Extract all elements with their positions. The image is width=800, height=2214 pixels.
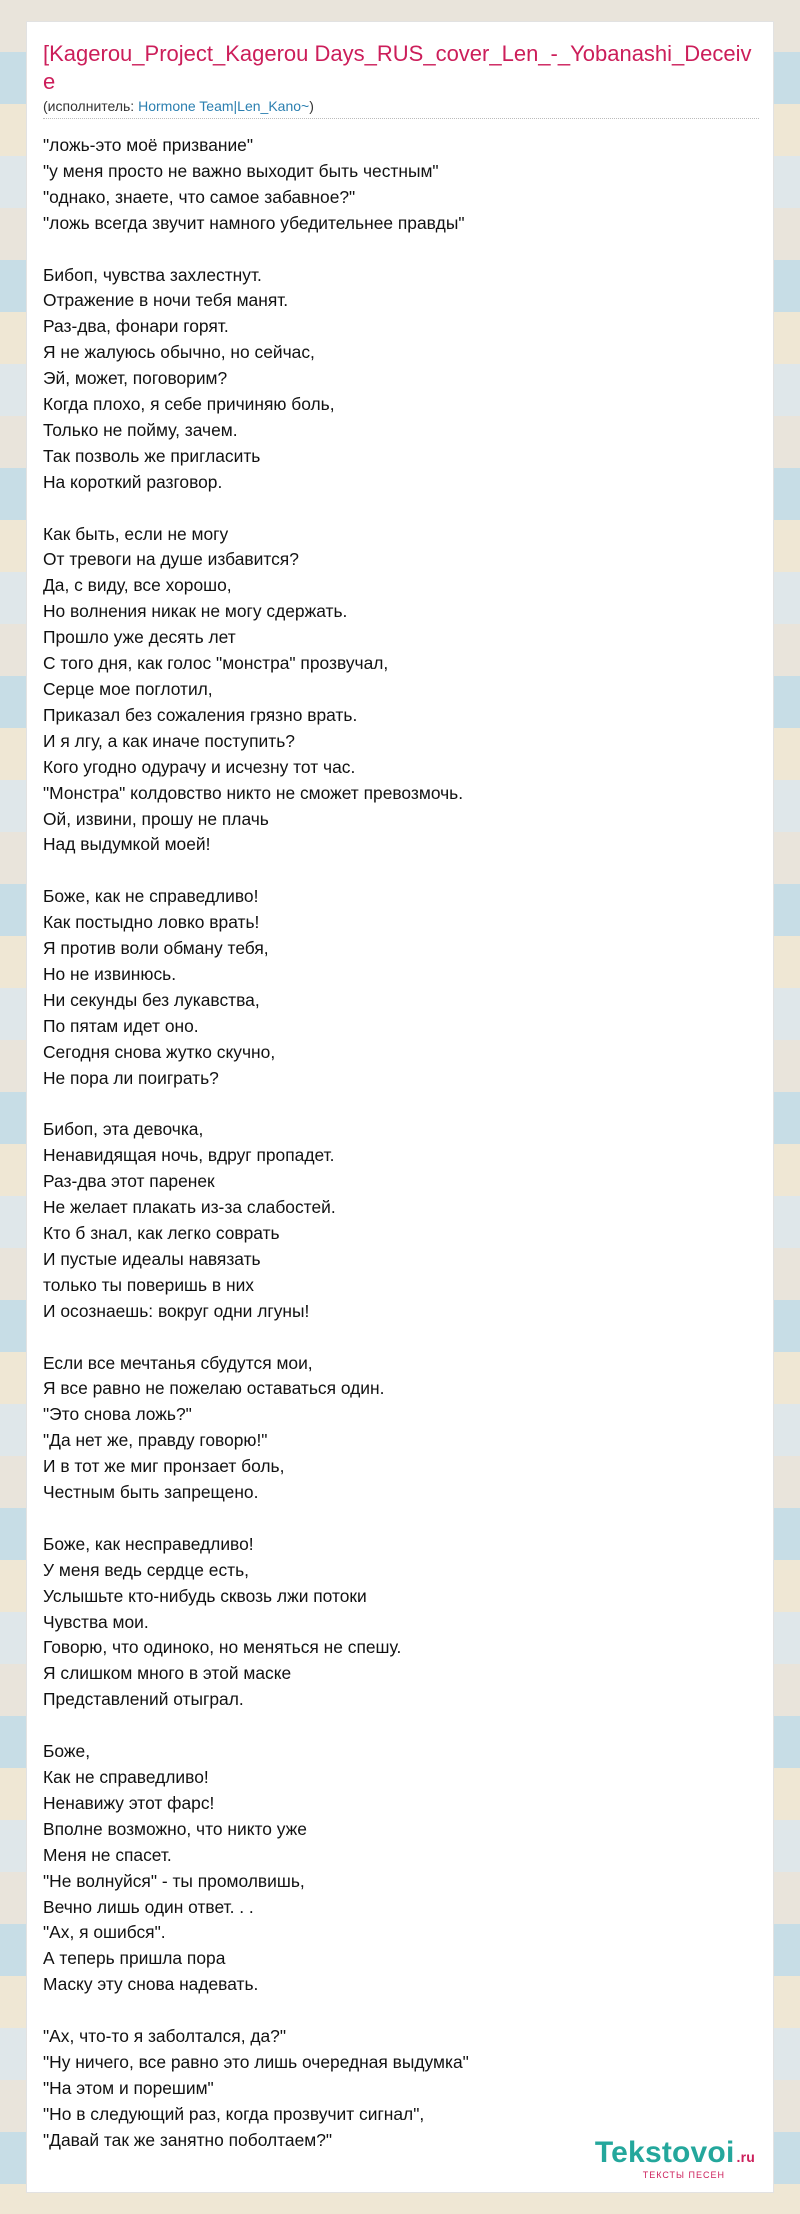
lyric-line: Над выдумкой моей! — [43, 834, 211, 855]
lyric-line: Боже, как несправедливо! — [43, 1533, 254, 1554]
lyrics-stanza — [43, 263, 759, 496]
performer-line — [43, 98, 759, 119]
lyric-line: "у меня просто не важно выходит быть честным" — [43, 160, 439, 181]
lyric-line: "ложь всегда звучит намного убедительнее правды" — [43, 212, 465, 233]
lyric-line: Только не пойму, зачем. — [43, 419, 238, 440]
lyric-line: Ненавидящая ночь, вдруг пропадет. — [43, 1145, 335, 1166]
lyric-line: Бибоп, чувства захлестнут. — [43, 264, 262, 285]
lyric-line: Я слишком много в этой маске — [43, 1663, 292, 1684]
lyric-line: Раз-два этот паренек — [43, 1171, 215, 1192]
logo-tagline: ТЕКСТЫ ПЕСЕН — [642, 2170, 725, 2180]
lyric-line: Отражение в ночи тебя манят. — [43, 290, 289, 311]
lyric-line: Как не справедливо! — [43, 1766, 209, 1787]
lyric-line: Говорю, что одиноко, но меняться не спешу. — [43, 1637, 402, 1658]
lyric-line: На короткий разговор. — [43, 471, 223, 492]
lyric-line: Я все равно не пожелаю оставаться один. — [43, 1378, 385, 1399]
lyric-line: "однако, знаете, что самое забавное?" — [43, 186, 356, 207]
site-logo[interactable] — [595, 2138, 755, 2180]
lyric-line: Вечно лишь один ответ. . . — [43, 1896, 254, 1917]
lyric-line: И в тот же миг пронзает боль, — [43, 1456, 285, 1477]
lyric-line: Я не жалуюсь обычно, но сейчас, — [43, 342, 315, 363]
lyric-line: Так позволь же пригласить — [43, 445, 261, 466]
logo-brand-text: Tekstovoi — [594, 2136, 735, 2169]
lyric-line: "На этом и порешим" — [43, 2077, 214, 2098]
lyric-line: По пятам идет оно. — [43, 1015, 199, 1036]
lyric-line: Вполне возможно, что никто уже — [43, 1818, 307, 1839]
lyric-line: Но не извинюсь. — [43, 963, 177, 984]
lyric-line: "Это снова ложь?" — [43, 1404, 192, 1425]
lyric-line: "Ну ничего, все равно это лишь очередная выдумка" — [43, 2051, 469, 2072]
lyric-line: "Монстра" колдовство никто не сможет превозмочь. — [43, 782, 464, 803]
lyrics-stanza — [43, 884, 759, 1091]
lyrics-stanza — [43, 1351, 759, 1506]
lyric-line: Не пора ли поиграть? — [43, 1067, 219, 1088]
lyric-line: Как быть, если не могу — [43, 523, 229, 544]
lyric-line: С того дня, как голос "монстра" прозвучал, — [43, 653, 389, 674]
performer-close: ) — [309, 98, 314, 114]
lyric-line: У меня ведь сердце есть, — [43, 1559, 250, 1580]
performer-label: (исполнитель: — [43, 98, 139, 114]
lyric-line: И я лгу, а как иначе поступить? — [43, 730, 295, 751]
lyric-line: Меня не спасет. — [43, 1844, 172, 1865]
lyric-line: Когда плохо, я себе причиняю боль, — [43, 394, 335, 415]
lyric-line: Маску эту снова надевать. — [43, 1974, 259, 1995]
lyric-line: Бибоп, эта девочка, — [43, 1119, 204, 1140]
lyric-line: Честным быть запрещено. — [43, 1482, 259, 1503]
lyric-line: "Не волнуйся" - ты промолвишь, — [43, 1870, 305, 1891]
lyrics-stanza — [43, 1739, 759, 1998]
lyric-line: Ненавижу этот фарс! — [43, 1792, 215, 1813]
lyric-line: Прошло уже десять лет — [43, 627, 236, 648]
lyric-line: Приказал без сожаления грязно врать. — [43, 704, 358, 725]
lyric-line: Услышьте кто-нибудь сквозь лжи потоки — [43, 1585, 367, 1606]
song-title: [Kagerou_Project_Kagerou Days_RUS_cover_Len_-_Yobanashi_Deceive — [43, 41, 752, 94]
lyric-line: Кто б знал, как легко соврать — [43, 1223, 280, 1243]
lyric-line: Не желает плакать из-за слабостей. — [43, 1197, 336, 1218]
lyric-line: "Ах, я ошибся". — [43, 1922, 166, 1943]
performer-link[interactable]: Hormone Team|Len_Kano~ — [138, 98, 310, 114]
lyric-line: Представлений отыграл. — [43, 1689, 244, 1710]
lyric-line: Сегодня снова жутко скучно, — [43, 1041, 276, 1062]
lyric-line: И пустые идеалы навязать — [43, 1248, 261, 1269]
lyric-line: Боже, как не справедливо! — [43, 886, 259, 907]
logo-tld: .ru — [736, 2149, 755, 2165]
lyric-line: "Но в следующий раз, когда прозвучит сигнал", — [43, 2103, 425, 2124]
lyrics-stanza — [43, 1117, 759, 1324]
lyric-line: Эй, может, поговорим? — [43, 368, 228, 389]
lyric-line: Боже, — [43, 1741, 91, 1762]
lyric-line: Да, с виду, все хорошо, — [43, 575, 232, 596]
lyric-line: "Ах, что-то я заболтался, да?" — [43, 2026, 287, 2047]
lyric-line: И осознаешь: вокруг одни лгуны! — [43, 1300, 310, 1321]
lyric-line: Чувства мои. — [43, 1611, 149, 1632]
lyric-line: А теперь пришла пора — [43, 1948, 226, 1969]
lyric-line: "Да нет же, правду говорю!" — [43, 1430, 268, 1451]
lyric-line: "ложь-это моё призвание" — [43, 135, 254, 155]
lyric-line: Серце мое поглотил, — [43, 679, 213, 699]
lyrics-stanza — [43, 2024, 759, 2154]
lyrics-stanza — [43, 522, 759, 859]
lyrics-body — [43, 133, 759, 2154]
lyrics-card — [27, 22, 773, 2192]
lyrics-stanza — [43, 1532, 759, 1713]
lyric-line: Но волнения никак не могу сдержать. — [43, 601, 348, 622]
lyric-line: Кого угодно одурачу и исчезну тот час. — [43, 756, 356, 777]
lyric-line: Ой, извини, прошу не плачь — [43, 808, 269, 829]
lyric-line: Как постыдно ловко врать! — [43, 912, 260, 933]
lyric-line: От тревоги на душе избавится? — [43, 549, 299, 570]
lyrics-stanza — [43, 133, 759, 237]
lyric-line: Раз-два, фонари горят. — [43, 316, 229, 337]
lyric-line: Ни секунды без лукавства, — [43, 989, 260, 1010]
lyric-line: "Давай так же занятно поболтаем?" — [43, 2129, 333, 2150]
lyric-line: Я против воли обману тебя, — [43, 938, 269, 959]
logo-brand — [595, 2138, 755, 2172]
lyric-line: Если все мечтанья сбудутся мои, — [43, 1352, 313, 1373]
lyric-line: только ты поверишь в них — [43, 1274, 254, 1295]
